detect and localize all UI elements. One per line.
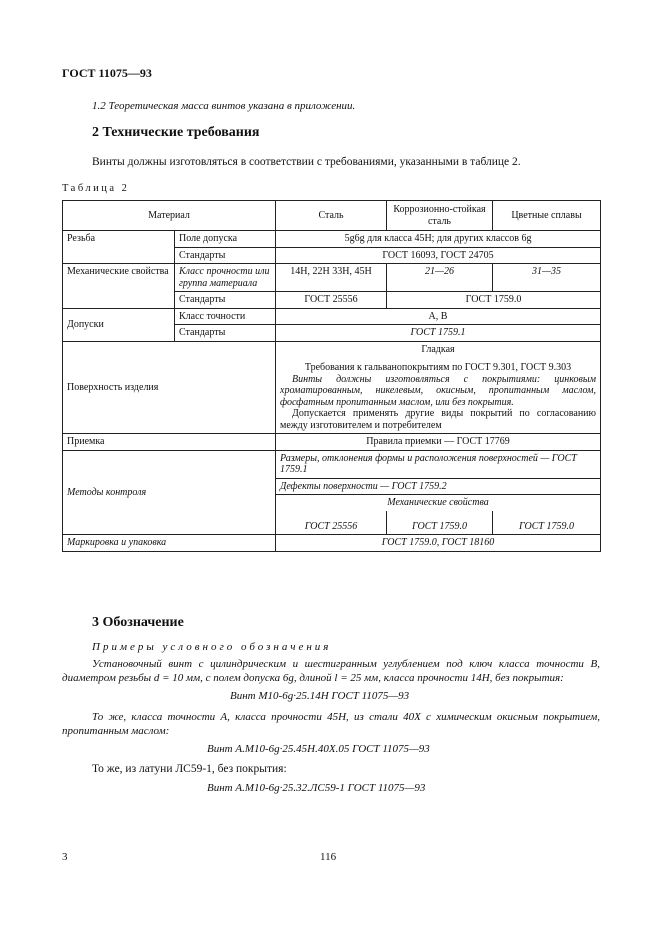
control-mech: Механические свойства <box>276 495 601 511</box>
mech-label: Механические свойства <box>63 264 175 309</box>
head-steel: Сталь <box>276 201 387 231</box>
thread-tol-field: Поле допуска <box>175 231 276 248</box>
example-2-text: То же, класса точности A, класса прочности 45H, из стали 40X с химическим окисным покрытием, пропитанным маслом: <box>62 711 600 738</box>
document-header: ГОСТ 11075—93 <box>62 66 152 80</box>
surface-content <box>276 341 601 434</box>
example-2-code: Винт A.M10-6g·25.45H.40X.05 ГОСТ 11075—93 <box>207 743 430 755</box>
accept-label: Приемка <box>63 434 276 451</box>
table-caption: Таблица 2 <box>62 183 130 194</box>
head-material: Материал <box>63 201 276 231</box>
surface-label: Поверхность изделия <box>63 341 276 434</box>
thread-label: Резьба <box>63 231 175 264</box>
thread-tol-value: 5g6g для класса 45H; для других классов 6g <box>276 231 601 248</box>
page-footer-left: 3 <box>62 851 68 863</box>
marking-value: ГОСТ 1759.0, ГОСТ 18160 <box>276 535 601 552</box>
mech-std-steel: ГОСТ 25556 <box>276 292 387 309</box>
head-stainless: Коррозионно-стойкая сталь <box>387 201 493 231</box>
control-dims: Размеры, отклонения формы и расположения поверхностей — ГОСТ 1759.1 <box>276 450 601 478</box>
tol-standards: Стандарты <box>175 325 276 342</box>
section-2-title: 2 Технические требования <box>92 125 260 140</box>
mech-class-label: Класс прочности или группа материала <box>175 264 276 292</box>
control-defects: Дефекты поверхности — ГОСТ 1759.2 <box>276 478 601 495</box>
example-1-text: Установочный винт с цилиндрическим и шестигранным углублением под ключ класса точности B, диаметром резьбы d = 10 мм, с полем допуска 6g, длиной l = 25 мм, класса прочности 14H, без покрытия: <box>62 658 600 685</box>
example-1-code: Винт М10-6g·25.14H ГОСТ 11075—93 <box>230 690 410 702</box>
tol-std-value: ГОСТ 1759.1 <box>276 325 601 342</box>
thread-standards: Стандарты <box>175 247 276 264</box>
surface-other: Допускается применять другие виды покрытий по согласованию между изготовителем и потребителем <box>280 408 596 431</box>
example-3-code: Винт A.M10-6g·25.32.ЛС59-1 ГОСТ 11075—93 <box>207 782 426 794</box>
thread-standards-value: ГОСТ 16093, ГОСТ 24705 <box>276 247 601 264</box>
tol-acc-value: А, В <box>276 308 601 325</box>
example-3-text: То же, из латуни ЛС59-1, без покрытия: <box>92 763 287 775</box>
requirements-table <box>62 200 601 552</box>
control-steel: ГОСТ 25556 <box>276 511 387 535</box>
mech-std-other: ГОСТ 1759.0 <box>387 292 601 309</box>
marking-label: Маркировка и упаковка <box>63 535 276 552</box>
accept-value: Правила приемки — ГОСТ 17769 <box>276 434 601 451</box>
mech-steel-value: 14H, 22H 33H, 45H <box>276 264 387 292</box>
section-2-text: Винты должны изготовляться в соответствии с требованиями, указанными в таблице 2. <box>92 156 521 168</box>
head-nonferrous: Цветные сплавы <box>493 201 601 231</box>
note-1-2: 1.2 Теоретическая масса винтов указана в приложении. <box>92 100 356 112</box>
control-label: Методы контроля <box>63 450 276 535</box>
surface-smooth: Гладкая <box>421 343 455 355</box>
mech-stainless-value: 21—26 <box>387 264 493 292</box>
surface-coatings: Винты должны изготовляться с покрытиями: цинковым хроматированным, никелевым, окисным, пропитанным маслом, фосфатным пропитанным маслом, или без покрытия. <box>280 373 596 408</box>
mech-standards: Стандарты <box>175 292 276 309</box>
control-nonferrous: ГОСТ 1759.0 <box>493 511 601 535</box>
tol-label: Допуски <box>63 308 175 341</box>
surface-galv: Требования к гальванопокрытиям по ГОСТ 9.301, ГОСТ 9.303 <box>304 362 572 373</box>
examples-title: Примеры условного обозначения <box>92 641 332 653</box>
page-number: 116 <box>320 851 337 863</box>
control-stainless: ГОСТ 1759.0 <box>387 511 493 535</box>
mech-nonferrous-value: 31—35 <box>493 264 601 292</box>
section-3-title: 3 Обозначение <box>92 615 184 630</box>
tol-acc-class: Класс точности <box>175 308 276 325</box>
